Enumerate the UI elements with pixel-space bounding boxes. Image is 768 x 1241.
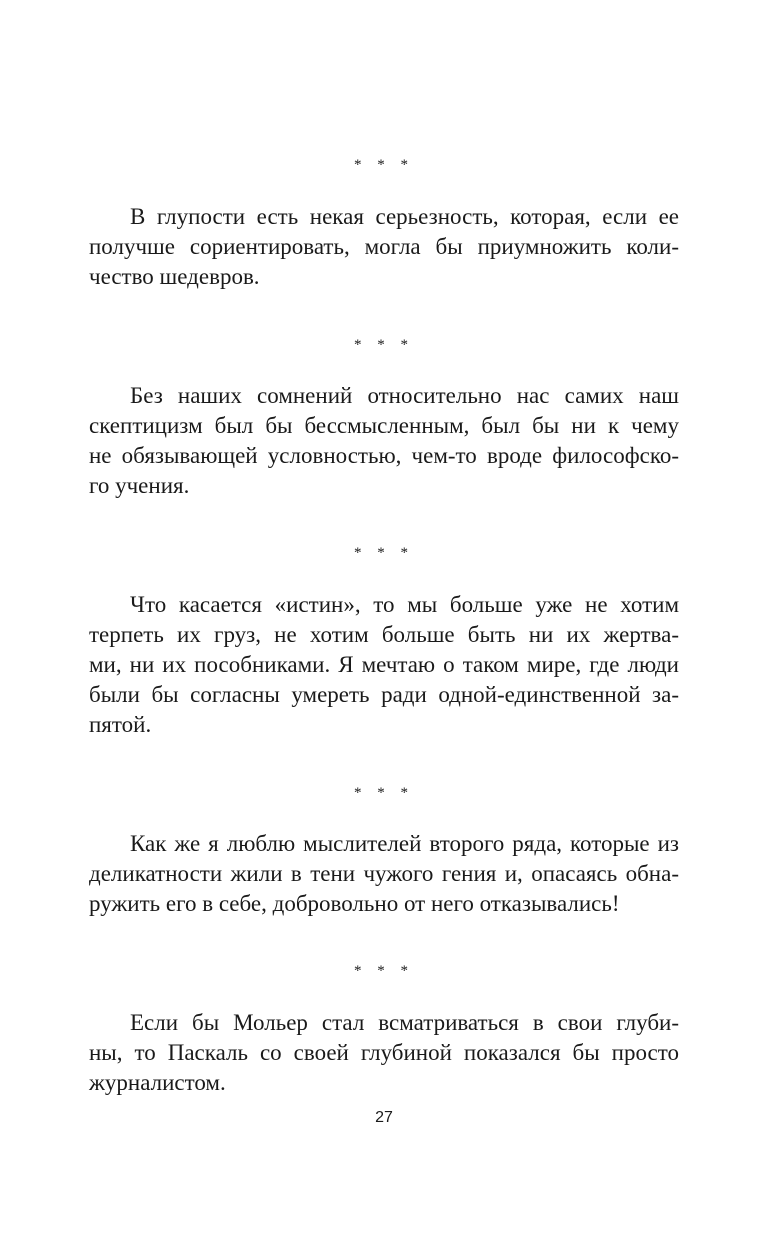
aphorism-paragraph	[89, 590, 679, 740]
text-line: Без наших сомнений относительно нас самих наш	[130, 383, 679, 408]
text-line: скептицизм был бы бессмысленным, был бы ни к чему	[89, 413, 679, 438]
text-line: получше сориентировать, могла бы приумножить коли-	[89, 234, 679, 259]
section-separator: * * *	[354, 545, 414, 561]
text-line: деликатности жили в тени чужого гения и, опасаясь обна-	[89, 861, 679, 886]
section-separator: * * *	[354, 785, 414, 801]
text-line: не обязывающей условностью, чем-то вроде философско-	[89, 443, 679, 468]
aphorism-paragraph	[89, 829, 679, 919]
aphorism-paragraph	[89, 1008, 679, 1098]
text-line: В глупости есть некая серьезность, которая, если ее	[130, 204, 679, 229]
section-separator: * * *	[354, 337, 414, 353]
section-separator: * * *	[354, 157, 414, 173]
text-line: пятой.	[89, 712, 152, 737]
text-line: терпеть их груз, не хотим больше быть ни их жертва-	[89, 622, 679, 647]
text-line: журналистом.	[89, 1070, 226, 1095]
text-line: чество шедевров.	[89, 264, 260, 289]
page-number: 27	[375, 1109, 393, 1126]
section-separator: * * *	[354, 963, 414, 979]
text-line: го учения.	[89, 473, 190, 498]
aphorism-paragraph	[89, 381, 679, 501]
text-line: ружить его в себе, добровольно от него отказывались!	[89, 891, 620, 916]
aphorism-paragraph	[89, 202, 679, 292]
text-line: ми, ни их пособниками. Я мечтаю о таком мире, где люди	[89, 652, 679, 677]
text-line: Что касается «истин», то мы больше уже не хотим	[130, 592, 679, 617]
text-line: Как же я люблю мыслителей второго ряда, которые из	[130, 831, 679, 856]
text-line: ны, то Паскаль со своей глубиной показался бы просто	[89, 1040, 679, 1065]
text-line: были бы согласны умереть ради одной-единственной за-	[89, 682, 679, 707]
text-line: Если бы Мольер стал всматриваться в свои глуби-	[130, 1010, 679, 1035]
